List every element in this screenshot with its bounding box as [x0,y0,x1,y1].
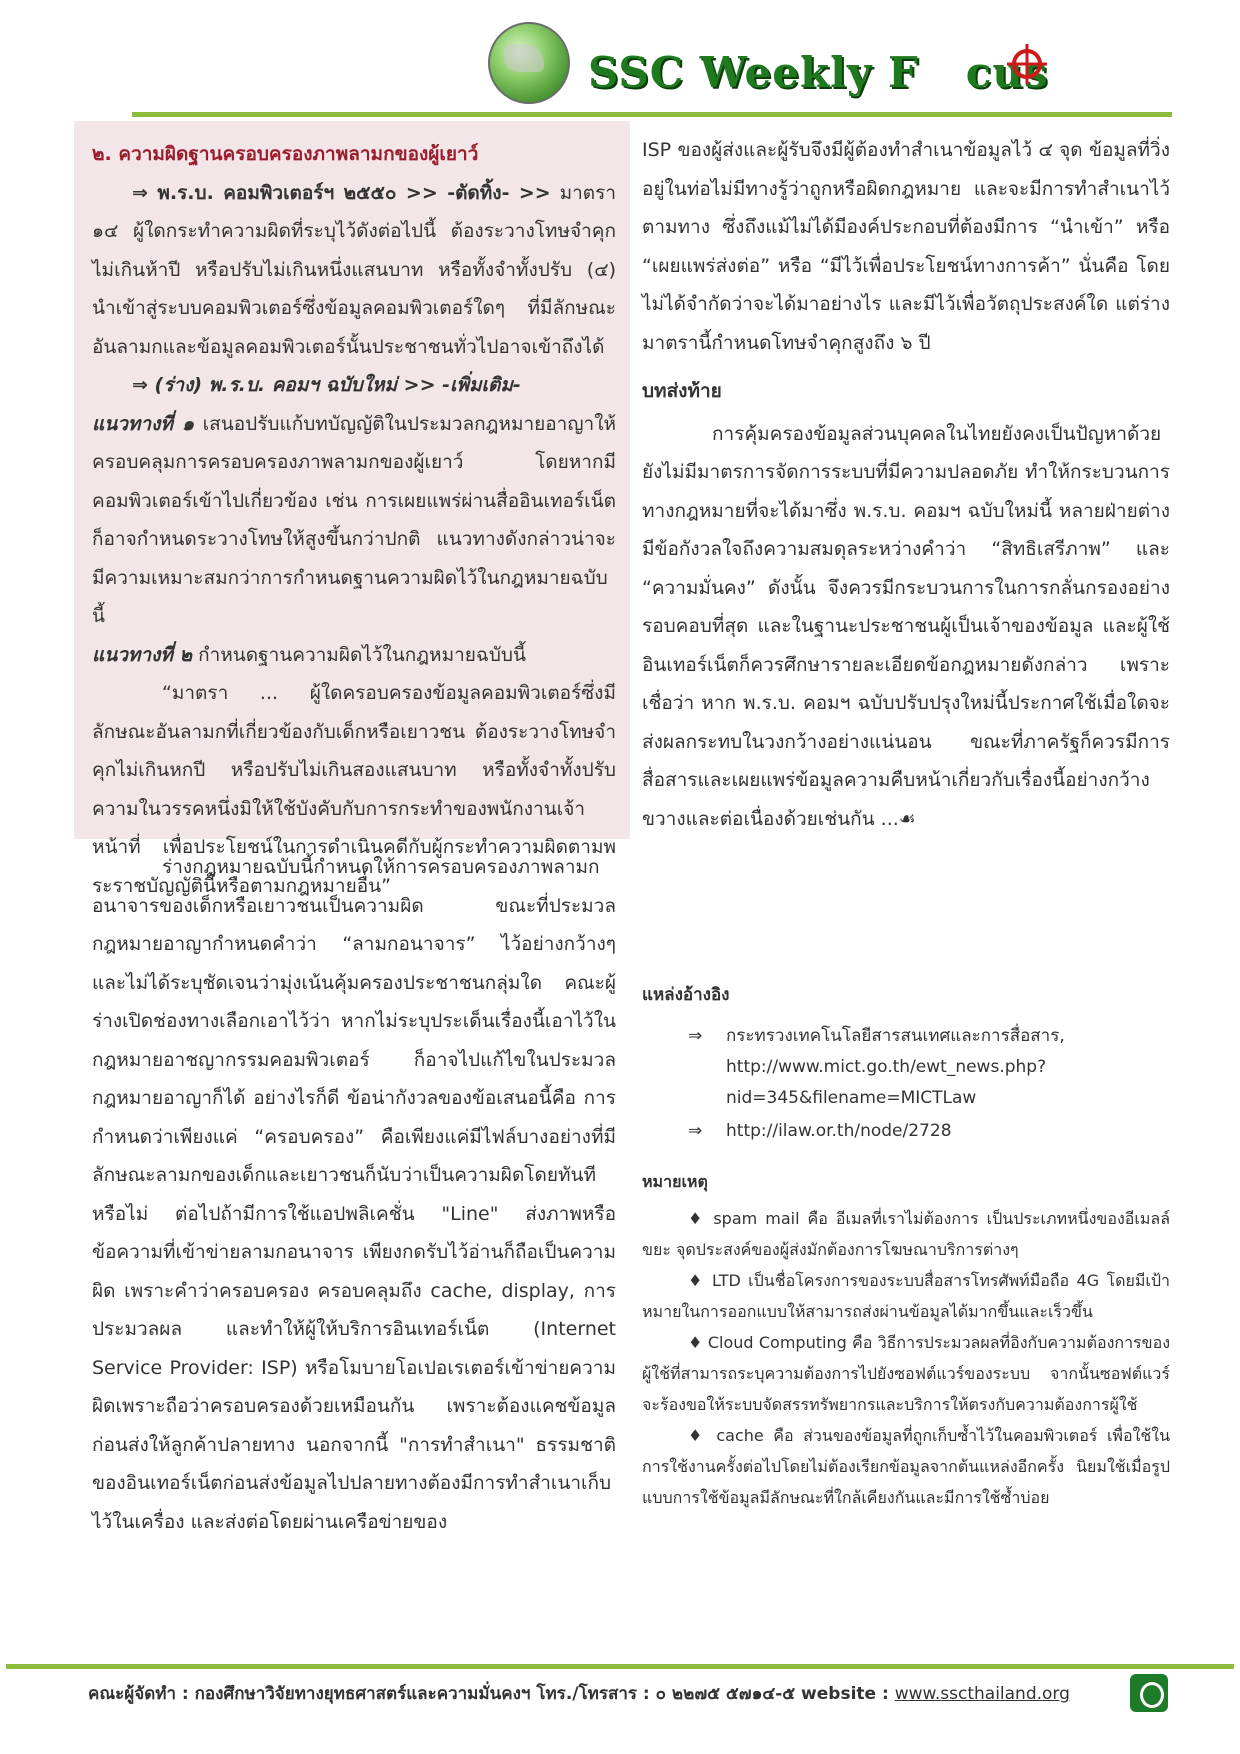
reference-text[interactable]: http://ilaw.or.th/node/2728 [726,1121,952,1141]
note-item: ♦ Cloud Computing คือ วิธีการประมวลผลที่อิงกับความต้องการของผู้ใช้ที่สามารถระบุความต้องการไปยังซอฟต์แวร์ของระบบ จากนั้นซอฟต์แวร์จะร้องขอให้ระบบจัดสรรทรัพยากรและบริการให้ตรงกับความต้องการผู้ใช้ [642,1333,1170,1414]
note-item: ♦ spam mail คือ อีเมลที่เราไม่ต้องการ เป็นประเภทหนึ่งของอีเมลล์ขยะ จุดประสงค์ของผู้ส่งมักต้องการโฆษณาบริการต่างๆ [642,1209,1170,1259]
guideline-2-text: กำหนดฐานความผิดไว้ในกฎหมายฉบับนี้ [198,643,526,666]
left-column-body [92,848,616,1541]
closing-text: การคุ้มครองข้อมูลส่วนบุคคลในไทยยังคงเป็นปัญหาด้วยยังไม่มีมาตรการจัดการระบบที่มีความปลอดภัย ทำให้กระบวนการทางกฎหมายที่จะได้มาซึ่ง พ.ร.บ. คอมฯ ฉบับใหม่นี้ หลายฝ่ายต่างมีข้อกังวลใจถึงความสมดุลระหว่างคำว่า “สิทธิเสรีภาพ” และ “ความมั่นคง” ดังนั้น จึงควรมีกระบวนการในการกลั่นกรองอย่างรอบคอบที่สุด และในฐานะประชาชนผู้เป็นเจ้าของข้อมูล และผู้ใช้อินเทอร์เน็ตก็ควรศึกษารายละเอียดข้อกฎหมายดังกล่าว เพราะเชื่อว่า หาก พ.ร.บ. คอมฯ ฉบับปรับปรุงใหม่นี้ประกาศใช้เมื่อใดจะส่งผลกระทบในวงกว้างอย่างแน่นอน ขณะที่ภาครัฐก็ควรมีการสื่อสารและเผยแพร่ข้อมูลความคืบหน้าเกี่ยวกับเรื่องนี้อย่างกว้างขวางและต่อเนื่องด้วยเช่นกัน ... [642,422,1170,830]
continued-paragraph: ISP ของผู้ส่งและผู้รับจึงมีผู้ต้องทำสำเนาข้อมูลไว้ ๔ จุด ข้อมูลที่วิ่งอยู่ในท่อไม่มีทางรู้ว่าถูกหรือผิดกฎหมาย และจะมีการทำสำเนาไว้ตามทาง ซึ่งถึงแม้ไม่ได้มีองค์ประกอบที่ต้องมีการ “นำเข้า” หรือ “เผยแพร่ส่งต่อ” หรือ “มีไว้เพื่อประโยชน์ทางการค้า” นั่นคือ โดยไม่ได้จำกัดว่าจะได้มาอย่างไร และมีไว้เพื่อวัตถุประสงค์ใด แต่ร่างมาตรานี้กำหนดโทษจำคุกสูงถึง ๖ ปี [642,139,1170,354]
law-2550-paragraph [92,174,616,367]
reference-text[interactable]: กระทรวงเทคโนโลยีสารสนเทศและการสื่อสาร, http://www.mict.go.th/ewt_news.php?nid=345&filename=MICTLaw [726,1026,1065,1108]
closing-mark: ☙ [898,807,916,830]
draft-law-lead: ⇒ (ร่าง) พ.ร.บ. คอมฯ ฉบับใหม่ >> -เพิ่มเติม- [132,374,521,396]
crosshair-icon [1007,44,1047,84]
references-heading: แหล่งอ้างอิง [642,985,730,1005]
reference-item [642,1116,1170,1147]
footer [88,1680,1070,1707]
references [642,980,1170,1149]
website-link[interactable]: www.sscthailand.org [894,1684,1070,1704]
guideline-2 [92,636,616,675]
notes-heading: หมายเหตุ [642,1172,708,1191]
note-item: ♦ cache คือ ส่วนของข้อมูลที่ถูกเก็บซ้ำไว้ในคอมพิวเตอร์ เพื่อใช้ในการใช้งานครั้งต่อไปโดยไม่ต้องเรียกข้อมูลจากต้นแหล่งอีกครั้ง นิยมใช้เมื่อรูปแบบการใช้ข้อมูลมีลักษณะที่ใกล้เคียงกันและมีการใช้ซ้ำบ่อย [642,1426,1170,1507]
body-paragraph: ร่างกฎหมายฉบับนี้กำหนดให้การครอบครองภาพลามกอนาจารของเด็กหรือเยาวชนเป็นความผิด ขณะที่ประมวลกฎหมายอาญากำหนดคำว่า “ลามกอนาจาร” ไว้อย่างกว้างๆ และไม่ได้ระบุชัดเจนว่ามุ่งเน้นคุ้มครองประชาชนกลุ่มใด คณะผู้ร่างเปิดช่องทางเลือกเอาไว้ว่า หากไม่ระบุประเด็นเรื่องนี้เอาไว้ในกฎหมายอาชญากรรมคอมพิวเตอร์ ก็อาจไปแก้ไขในประมวลกฎหมายอาญาก็ได้ อย่างไรก็ดี ข้อน่ากังวลของข้อเสนอนี้คือ การกำหนดว่าเพียงแค่ “ครอบครอง” คือเพียงแค่มีไฟล์บางอย่างที่มีลักษณะลามกของเด็กและเยาวชนก็นับว่าเป็นความผิดโดยทันทีหรือไม่ ต่อไปถ้ามีการใช้แอปพลิเคชั่น "Line" ส่งภาพหรือข้อความที่เข้าข่ายลามกอนาจาร เพียงกดรับไว้อ่านก็ถือเป็นความผิด เพราะคำว่าครอบครอง ครอบคลุมถึง cache, display, การประมวลผล และทำให้ผู้ให้บริการอินเทอร์เน็ต (Internet Service Provider: ISP) หรือโมบายโอเปอเรเตอร์เข้าข่ายความผิดเพราะถือว่าครอบครองด้วยเหมือนกัน เพราะต้องแคชข้อมูลก่อนส่งให้ลูกค้าปลายทาง นอกจากนี้ "การทำสำเนา" ธรรมชาติของอินเทอร์เน็ตก่อนส่งข้อมูลไปปลายทางต้องมีการทำสำเนาเก็บไว้ในเครื่อง และส่งต่อโดยผ่านเครือข่ายของ [92,856,616,1533]
header-rule [132,112,1172,117]
section-heading: ๒. ความผิดฐานครอบครองภาพลามกของผู้เยาว์ [92,143,479,165]
left-column-box-text [92,135,616,905]
footer-text: คณะผู้จัดทำ : กองศึกษาวิจัยทางยุทธศาสตร์และความมั่นคงฯ โทร./โทรสาร : ๐ ๒๒๗๕ ๕๗๑๔-๕ website : [88,1684,889,1704]
publication-title: SSC Weekly F cus [588,48,1049,97]
guideline-2-label: แนวทางที่ ๒ [92,643,193,666]
arrow-icon: ⇒ [688,1026,703,1046]
guideline-1 [92,405,616,636]
guideline-1-label: แนวทางที่ ๑ [92,412,195,435]
globe-logo-icon [488,22,570,104]
footer-rule [6,1664,1234,1669]
page-header [0,0,1240,120]
law-2550-lead: ⇒ พ.ร.บ. คอมพิวเตอร์ฯ ๒๕๕๐ >> -ตัดทิ้ง- >> [132,181,551,204]
arrow-icon: ⇒ [688,1121,703,1141]
guideline-1-text: เสนอปรับแก้บทบัญญัติในประมวลกฎหมายอาญาให้ครอบคลุมการครอบครองภาพลามกของผู้เยาว์ โดยหากมีคอมพิวเตอร์เข้าไปเกี่ยวข้อง เช่น การเผยแพร่ผ่านสื่ออินเทอร์เน็ตก็อาจกำหนดระวางโทษให้สูงขึ้นกว่าปกติ แนวทางดังกล่าวน่าจะมีความเหมาะสมกว่าการกำหนดฐานความผิดไว้ในกฎหมายฉบับนี้ [92,412,617,627]
note-item: ♦ LTD เป็นชื่อโครงการของระบบสื่อสารโทรศัพท์มือถือ 4G โดยมีเป้าหมายในการออกแบบให้สามารถส่งผ่านข้อมูลได้มากขึ้นและเร็วขึ้น [642,1271,1170,1321]
closing-heading: บทส่งท้าย [642,380,722,402]
law-2550-text: มาตรา ๑๔ ผู้ใดกระทำความผิดที่ระบุไว้ดังต่อไปนี้ ต้องระวางโทษจำคุกไม่เกินห้าปี หรือปรับไม่เกินหนึ่งแสนบาท หรือทั้งจำทั้งปรับ (๔) นำเข้าสู่ระบบคอมพิวเตอร์ซึ่งข้อมูลคอมพิวเตอร์ใดๆ ที่มีลักษณะอันลามกและข้อมูลคอมพิวเตอร์นั้นประชาชนทั่วไปอาจเข้าถึงได้ [92,181,616,358]
closing-paragraph [642,415,1170,839]
right-column [642,131,1170,838]
reference-item [642,1021,1170,1114]
org-logo-icon [1130,1674,1168,1712]
notes [642,1166,1170,1513]
draft-quote: “มาตรา ... ผู้ใดครอบครองข้อมูลคอมพิวเตอร์ซึ่งมีลักษณะอันลามกที่เกี่ยวข้องกับเด็กหรือเยาวชน ต้องระวางโทษจำคุกไม่เกินหกปี หรือปรับไม่เกินสองแสนบาท หรือทั้งจำทั้งปรับ ความในวรรคหนึ่งมิให้ใช้บังคับกับการกระทำของพนักงานเจ้าหน้าที่ เพื่อประโยชน์ในการดำเนินคดีกับผู้กระทำความผิดตามพระราชบัญญัตินี้หรือตามกฎหมายอื่น” [92,682,616,897]
